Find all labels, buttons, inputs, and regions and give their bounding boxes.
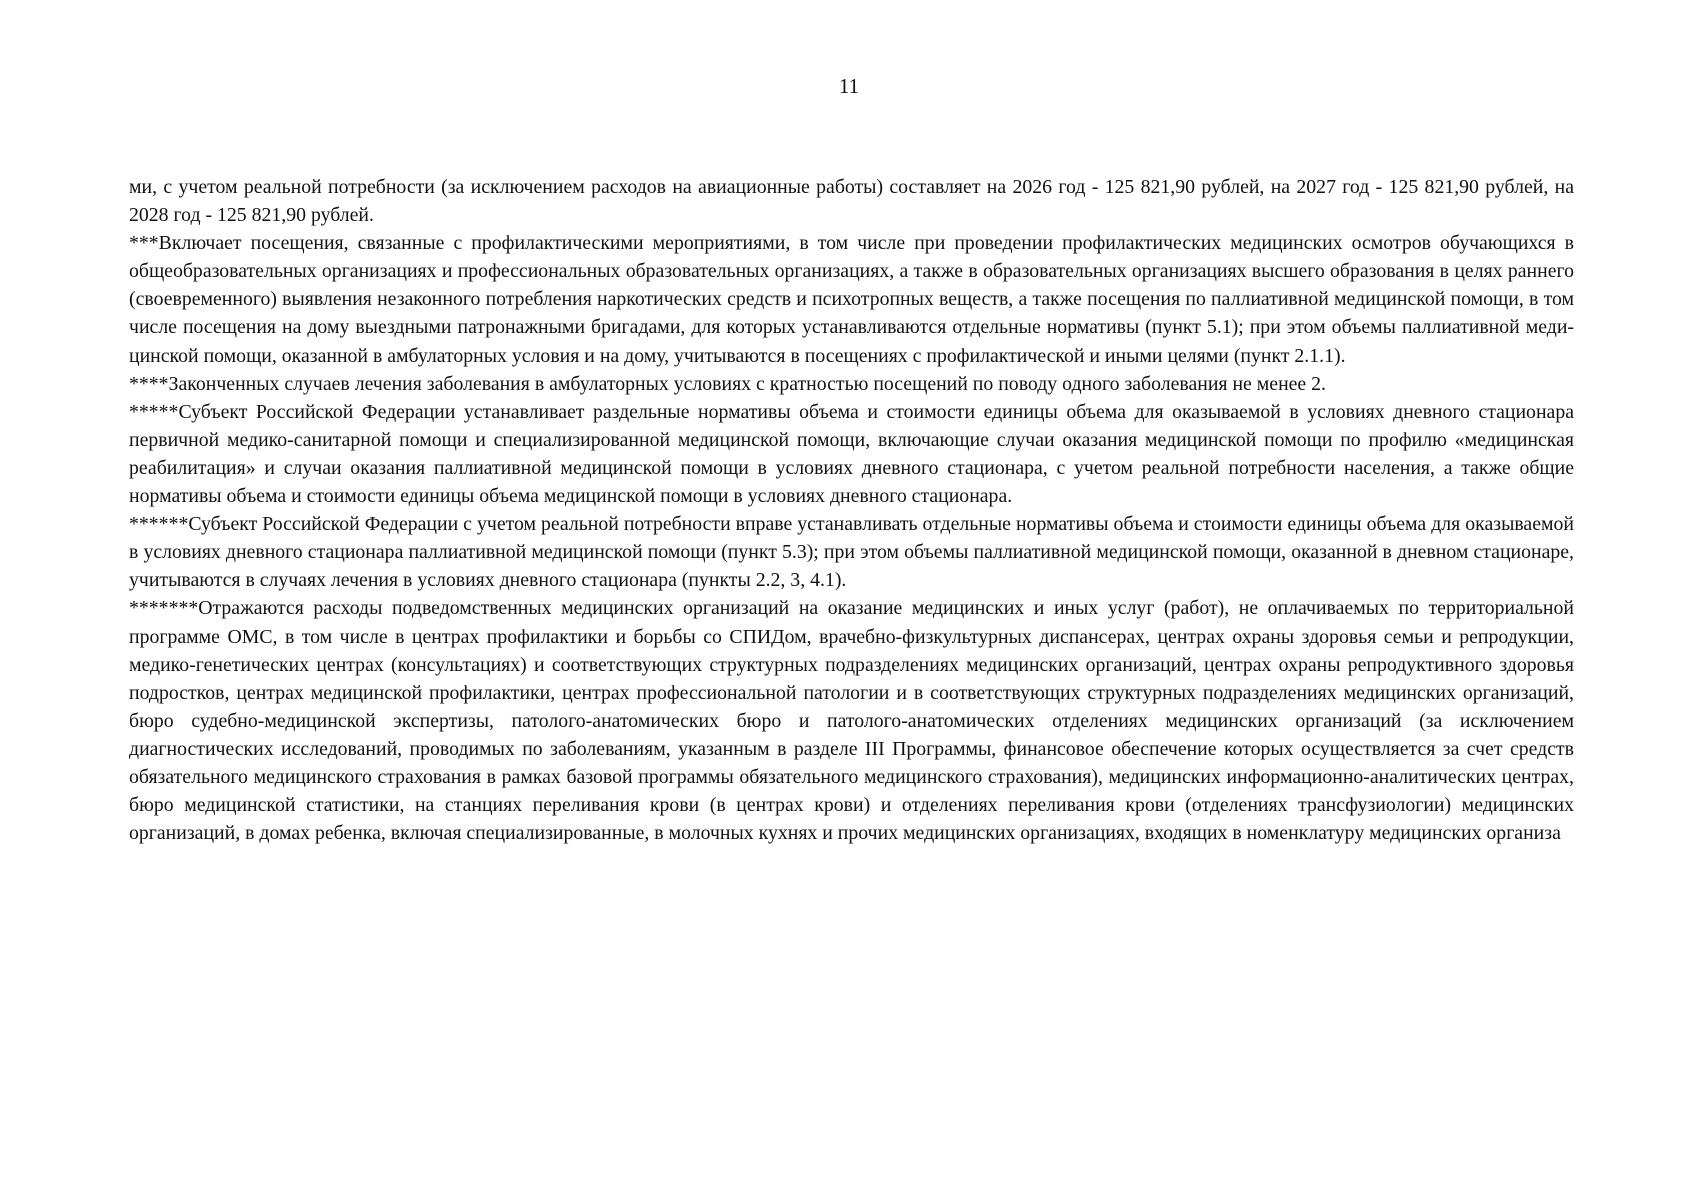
- footnote-3-stars: ***Включает посещения, связанные с профилактическими мероприятиями, в том числе при проведении профилактических медицинских осмотров обучающихся в общеобразовательных организациях и профессиональных образовательных организациях, а также в образовательных организациях высшего образования в целях раннего (своевременного) выявления незаконного потребления наркотических средств и психотропных веществ, а также посещения по паллиативной медицинской помощи, в том числе посещения на дому выездными патронажными бригадами, для которых устанавливаются отдельные нормативы (пункт 5.1); при этом объемы паллиативной медицинской помощи, оказанной в амбулаторных условия и на дому, учитываются в посещениях с профилактической и иными целями (пункт 2.1.1).: [129, 232, 1574, 367]
- footnote-5-stars: *****Субъект Российской Федерации устанавливает раздельные нормативы объема и стоимости единицы объема для оказываемой в условиях дневного стационара первичной медико-санитарной помощи и специализированной медицинской помощи, включающие случаи оказания медицинской помощи по профилю «медицинская реабилитация» и случаи оказания паллиативной медицинской помощи в условиях дневного стационара, с учетом реальной потребности населения, а также общие нормативы объема и стоимости единицы объема медицинской помощи в условиях дневного стационара.: [129, 400, 1574, 508]
- footnotes-body: [129, 173, 1574, 847]
- footnote-4-stars: ****Законченных случаев лечения заболевания в амбулаторных условиях с кратностью посещений по поводу одного заболевания не менее 2.: [129, 372, 1326, 395]
- paragraph-continuation: ми, с учетом реальной потребности (за исключением расходов на авиационные работы) составляет на 2026 год - 125 821,90 рублей, на 2027 год - 125 821,90 рублей, на 2028 год - 125 821,90 рублей.: [129, 176, 1574, 227]
- page-number: 11: [838, 74, 860, 98]
- footnote-7-stars: *******Отражаются расходы подведомственных медицинских организаций на оказание медицинских и иных услуг (работ), не оплачиваемых по территориальной программе ОМС, в том числе в центрах профилактики и борьбы со СПИДом, врачебно-физкультурных диспансерах, центрах охраны здоровья семьи и репродукции, медико-генетических центрах (консультациях) и соответствующих структурных подразделениях медицинских организаций, центрах охраны репродуктивного здоровья подростков, центрах медицинской профилактики, центрах профессиональной патологии и в соответствующих структурных подразделениях медицинских организаций, бюро судебно-медицинской экспертизы, патолого-анатомических бюро и патолого-анатомических отделениях медицинских организаций (за исключением диагностических исследований, проводимых по заболеваниям, указанным в разделе III Программы, финансовое обеспечение которых осуществляется за счет средств обязательного медицинского страхования в рамках базовой программы обязательного медицинского страхования), медицинских информационно-аналитических центрах, бюро медицинской статистики, на станциях переливания крови (в центрах крови) и отделениях переливания крови (отделениях трансфузиологии) медицинских организаций, в домах ребенка, включая специализированные, в молочных кухнях и прочих медицинских организациях, входящих в номенклатуру медицинских организа: [129, 597, 1574, 845]
- footnote-6-stars: ******Субъект Российской Федерации с учетом реальной потребности вправе устанавливать отдельные нормативы объема и стоимости единицы объема для оказываемой в условиях дневного стационара паллиативной медицинской помощи (пункт 5.3); при этом объемы паллиативной медицинской помощи, оказанной в дневном стационаре, учитываются в случаях лечения в условиях дневного стационара (пункты 2.2, 3, 4.1).: [129, 513, 1574, 592]
